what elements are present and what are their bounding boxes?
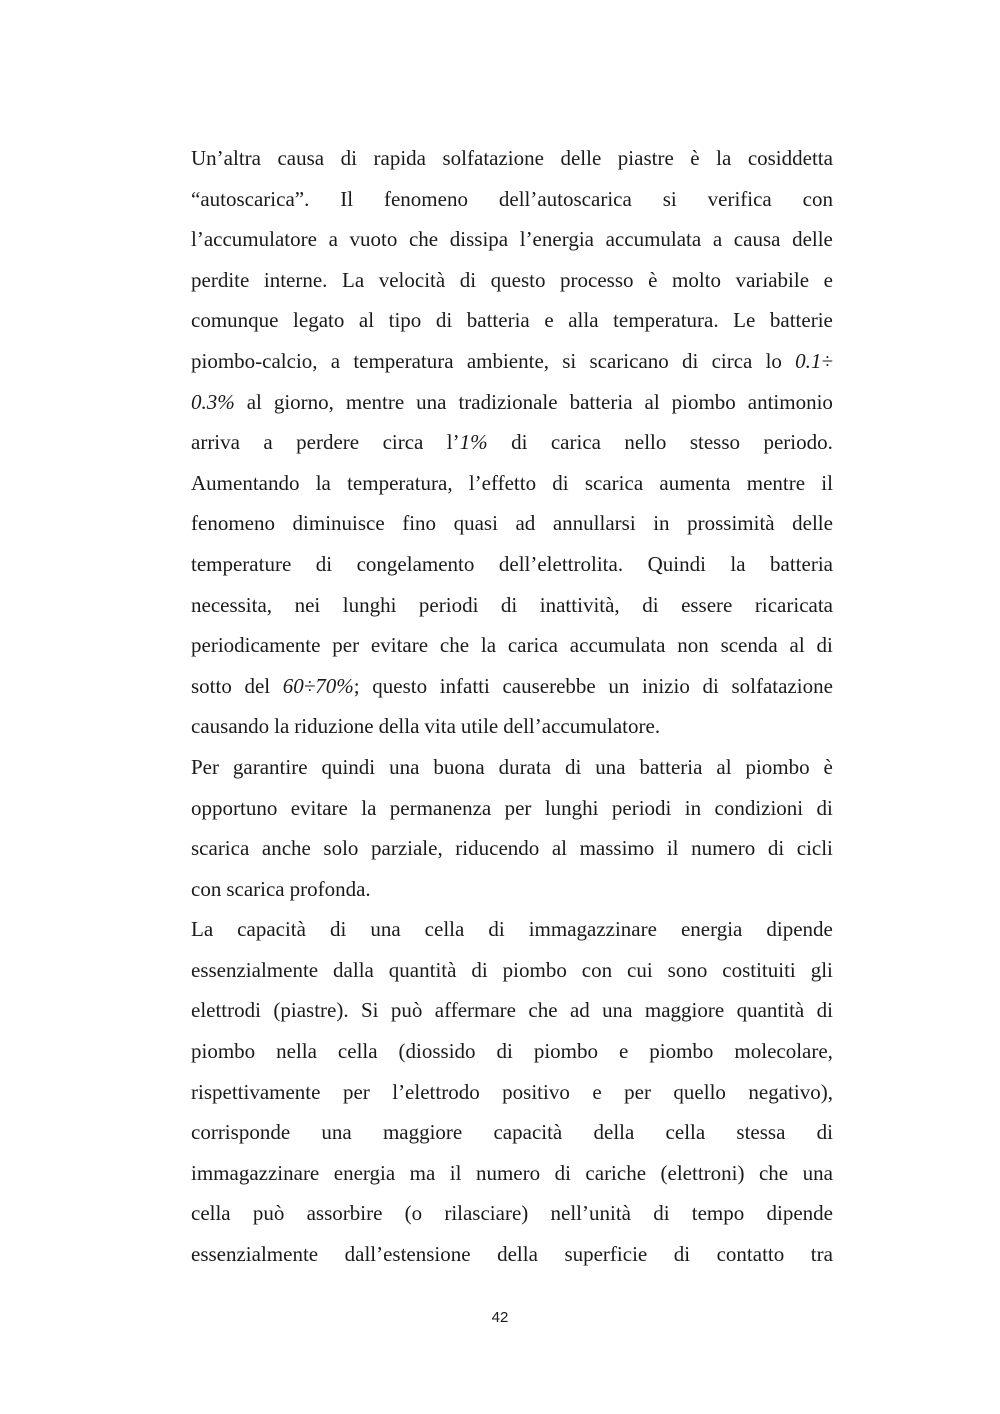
- text-line: comunque legato al tipo di batteria e alla temperatura. Le batterie: [191, 308, 833, 333]
- text-line: opportuno evitare la permanenza per lunghi periodi in condizioni di: [191, 795, 833, 820]
- text-line: causando la riduzione della vita utile dell’accumulatore.: [191, 714, 661, 739]
- text-line: rispettivamente per l’elettrodo positivo e per quello negativo),: [191, 1079, 833, 1104]
- text-line: piombo nella cella (diossido di piombo e piombo molecolare,: [191, 1039, 833, 1064]
- text-line: “autoscarica”. Il fenomeno dell’autoscarica si verifica con: [191, 186, 833, 211]
- text-line: fenomeno diminuisce fino quasi ad annullarsi in prossimità delle: [191, 511, 833, 536]
- text-line: perdite interne. La velocità di questo processo è molto variabile e: [191, 267, 833, 292]
- paragraph: [191, 909, 833, 1274]
- text-line: periodicamente per evitare che la carica accumulata non scenda al di: [191, 633, 833, 658]
- text-line: elettrodi (piastre). Si può affermare che ad una maggiore quantità di: [191, 998, 833, 1023]
- text-line: l’accumulatore a vuoto che dissipa l’energia accumulata a causa delle: [191, 227, 833, 252]
- text-line: corrisponde una maggiore capacità della cella stessa di: [191, 1120, 833, 1145]
- text-line: La capacità di una cella di immagazzinare energia dipende: [191, 917, 833, 942]
- text-line: scarica anche solo parziale, riducendo al massimo il numero di cicli: [191, 836, 833, 861]
- paragraph: [191, 747, 833, 909]
- paragraph: [191, 138, 833, 747]
- text-line: 0.3% al giorno, mentre una tradizionale batteria al piombo antimonio: [191, 389, 833, 414]
- body-text: [191, 138, 833, 1275]
- text-line: cella può assorbire (o rilasciare) nell’unità di tempo dipende: [191, 1201, 833, 1226]
- text-line: essenzialmente dalla quantità di piombo con cui sono costituiti gli: [191, 957, 833, 982]
- text-line: immagazzinare energia ma il numero di cariche (elettroni) che una: [191, 1160, 833, 1185]
- text-line: temperature di congelamento dell’elettrolita. Quindi la batteria: [191, 551, 833, 576]
- text-line: Per garantire quindi una buona durata di una batteria al piombo è: [191, 754, 833, 779]
- text-line: necessita, nei lunghi periodi di inattività, di essere ricaricata: [191, 592, 833, 617]
- text-line: con scarica profonda.: [191, 876, 371, 901]
- page-number: 42: [491, 1309, 509, 1326]
- text-line: essenzialmente dall’estensione della superficie di contatto tra: [191, 1242, 833, 1267]
- text-line: arriva a perdere circa l’1% di carica nello stesso periodo.: [191, 430, 833, 455]
- text-line: sotto del 60÷70%; questo infatti causerebbe un inizio di solfatazione: [191, 673, 833, 698]
- text-line: piombo-calcio, a temperatura ambiente, si scaricano di circa lo 0.1÷: [191, 348, 833, 373]
- text-line: Aumentando la temperatura, l’effetto di scarica aumenta mentre il: [191, 470, 833, 495]
- text-line: Un’altra causa di rapida solfatazione delle piastre è la cosiddetta: [191, 146, 833, 170]
